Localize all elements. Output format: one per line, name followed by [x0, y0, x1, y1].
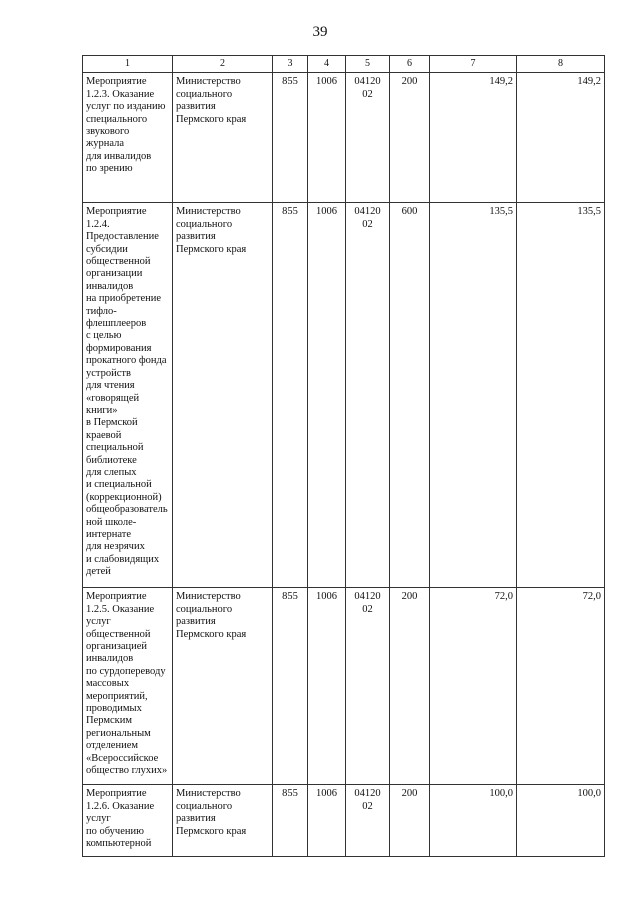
measure-name: Мероприятие 1.2.3. Оказание услуг по изданию специального звукового журнала для инвалидов по зрению — [83, 73, 173, 203]
code-col6: 600 — [390, 203, 430, 588]
table-row — [83, 73, 605, 203]
code-col3: 855 — [273, 785, 308, 857]
column-header-3: 3 — [273, 56, 308, 73]
amount-col8: 100,0 — [517, 785, 605, 857]
column-header-1: 1 — [83, 56, 173, 73]
page-number: 39 — [312, 24, 328, 40]
ministry-name: Министерство социального развития Пермского края — [173, 588, 273, 785]
code-col5: 04120 02 — [346, 588, 390, 785]
header-row — [83, 56, 605, 73]
column-header-7: 7 — [430, 56, 517, 73]
column-header-2: 2 — [173, 56, 273, 73]
code-col6: 200 — [390, 73, 430, 203]
measure-name: Мероприятие 1.2.5. Оказание услуг общественной организацией инвалидов по сурдопереводу массовых мероприятий, проводимых Пермским региональным отделением «Всероссийское общество глухих» — [83, 588, 173, 785]
code-col6: 200 — [390, 785, 430, 857]
code-col4: 1006 — [308, 203, 346, 588]
code-col4: 1006 — [308, 588, 346, 785]
amount-col7: 149,2 — [430, 73, 517, 203]
measure-name: Мероприятие 1.2.6. Оказание услуг по обучению компьютерной — [83, 785, 173, 857]
column-header-6: 6 — [390, 56, 430, 73]
ministry-name: Министерство социального развития Пермского края — [173, 203, 273, 588]
column-header-4: 4 — [308, 56, 346, 73]
measure-name: Мероприятие 1.2.4. Предоставление субсидии общественной организации инвалидов на приобретение тифло- флешплееров с целью формирования прокатного фонда устройств для чтения «говорящей книги» в Пермской краевой специальной библиотеке для слепых и специальной (коррекционной) общеобразователь ной школе- интернате для незрячих и слабовидящих детей — [83, 203, 173, 588]
code-col4: 1006 — [308, 73, 346, 203]
amount-col8: 135,5 — [517, 203, 605, 588]
column-header-8: 8 — [517, 56, 605, 73]
column-header-5: 5 — [346, 56, 390, 73]
code-col5: 04120 02 — [346, 785, 390, 857]
amount-col7: 135,5 — [430, 203, 517, 588]
table-row — [83, 785, 605, 857]
code-col3: 855 — [273, 588, 308, 785]
ministry-name: Министерство социального развития Пермского края — [173, 785, 273, 857]
budget-table — [82, 55, 605, 857]
table-row — [83, 203, 605, 588]
code-col3: 855 — [273, 203, 308, 588]
code-col3: 855 — [273, 73, 308, 203]
code-col4: 1006 — [308, 785, 346, 857]
ministry-name: Министерство социального развития Пермского края — [173, 73, 273, 203]
amount-col8: 72,0 — [517, 588, 605, 785]
table-row — [83, 588, 605, 785]
amount-col8: 149,2 — [517, 73, 605, 203]
code-col6: 200 — [390, 588, 430, 785]
code-col5: 04120 02 — [346, 203, 390, 588]
amount-col7: 72,0 — [430, 588, 517, 785]
code-col5: 04120 02 — [346, 73, 390, 203]
amount-col7: 100,0 — [430, 785, 517, 857]
